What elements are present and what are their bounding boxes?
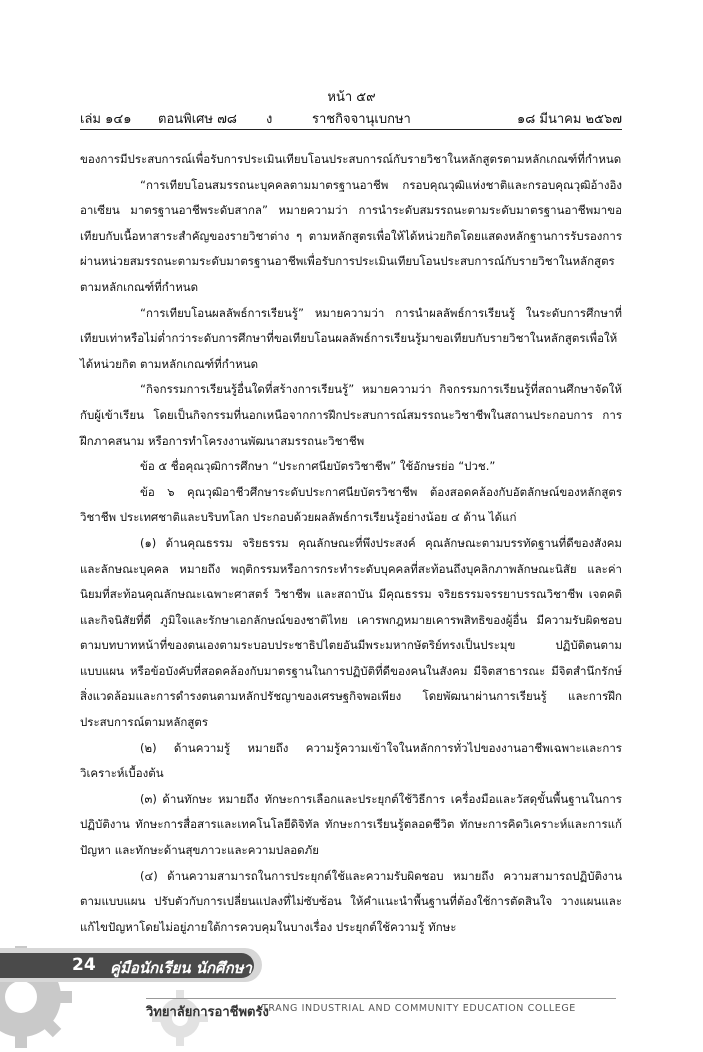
header-divider [80, 129, 622, 130]
paragraph: “การเทียบโอนสมรรถนะบุคคลตามมาตรฐานอาชีพ กรอบคุณวุฒิแห่งชาติและกรอบคุณวุฒิอ้างอิงอาเซียน มาตรฐานอาชีพระดับสากล” หมายความว่า การนำระดับสมรรถนะตามระดับมาตรฐานอาชีพมาขอเทียบกับเนื้อหาสาระสำคัญของรายวิชาต่าง ๆ ตามหลักสูตรเพื่อให้ได้หน่วยกิตโดยแสดงหลักฐานการรับรองการผ่านหน่วยสมรรถนะตามระดับมาตรฐานอาชีพเพื่อรับการประเมินเทียบโอนประสบการณ์กับรายวิชาในหลักสูตรตามหลักเกณฑ์ที่กำหนด [80, 173, 622, 301]
footer-page-number: 24 [72, 955, 96, 975]
footer-book-title: คู่มือนักเรียน นักศึกษา [110, 956, 252, 980]
gazette-volume: เล่ม ๑๔๑ [80, 108, 131, 129]
gazette-issue: ตอนพิเศษ ๗๘ [158, 108, 237, 129]
gazette-date: ๑๘ มีนาคม ๒๕๖๗ [517, 108, 622, 129]
paragraph: “กิจกรรมการเรียนรู้อื่นใดที่สร้างการเรียนรู้” หมายความว่า กิจกรรมการเรียนรู้ที่สถานศึกษาจัดให้กับผู้เข้าเรียน โดยเป็นกิจกรรมที่นอกเหนือจากการฝึกประสบการณ์สมรรถนะวิชาชีพในสถานประกอบการ การฝึกภาคสนาม หรือการทำโครงงานพัฒนาสมรรถนะวิชาชีพ [80, 377, 622, 454]
page-footer [0, 940, 703, 1024]
paragraph: ของการมีประสบการณ์เพื่อรับการประเมินเทียบโอนประสบการณ์กับรายวิชาในหลักสูตรตามหลักเกณฑ์ที่กำหนด [80, 147, 622, 173]
footer-divider [146, 998, 616, 999]
college-name-thai: วิทยาลัยการอาชีพตรัง [146, 1001, 269, 1022]
paragraph: “การเทียบโอนผลลัพธ์การเรียนรู้” หมายความว่า การนำผลลัพธ์การเรียนรู้ ในระดับการศึกษาที่เทียบเท่าหรือไม่ต่ำกว่าระดับการศึกษาที่ขอเทียบโอนผลลัพธ์การเรียนรู้มาขอเทียบกับรายวิชาในหลักสูตรเพื่อให้ได้หน่วยกิต ตามหลักเกณฑ์ที่กำหนด [80, 301, 622, 378]
gazette-header [80, 108, 622, 128]
document-body [80, 147, 622, 940]
college-name-english: TRANG INDUSTRIAL AND COMMUNITY EDUCATION COLLEGE [262, 1003, 576, 1014]
paragraph: (๓) ด้านทักษะ หมายถึง ทักษะการเลือกและประยุกต์ใช้วิธีการ เครื่องมือและวัสดุขั้นพื้นฐานในการปฏิบัติงาน ทักษะการสื่อสารและเทคโนโลยีดิจิทัล ทักษะการเรียนรู้ตลอดชีวิต ทักษะการคิดวิเคราะห์และการแก้ปัญหา และทักษะด้านสุขภาวะและความปลอดภัย [80, 787, 622, 864]
paragraph: ข้อ ๕ ชื่อคุณวุฒิการศึกษา “ประกาศนียบัตรวิชาชีพ” ใช้อักษรย่อ “ปวช.” [80, 454, 622, 480]
paragraph: (๒) ด้านความรู้ หมายถึง ความรู้ความเข้าใจในหลักการทั่วไปของงานอาชีพเฉพาะและการวิเคราะห์เบื้องต้น [80, 736, 622, 787]
paragraph: (๔) ด้านความสามารถในการประยุกต์ใช้และความรับผิดชอบ หมายถึง ความสามารถปฏิบัติงานตามแบบแผน ปรับตัวกับการเปลี่ยนแปลงที่ไม่ซับซ้อน ให้คำแนะนำพื้นฐานที่ต้องใช้การตัดสินใจ วางแผนและแก้ไขปัญหาโดยไม่อยู่ภายใต้การควบคุมในบางเรื่อง ประยุกต์ใช้ความรู้ ทักษะ [80, 864, 622, 941]
gazette-publication: ราชกิจจานุเบกษา [312, 108, 411, 129]
paragraph: ข้อ ๖ คุณวุฒิอาชีวศึกษาระดับประกาศนียบัตรวิชาชีพ ต้องสอดคล้องกับอัตลักษณ์ของหลักสูตรวิชาชีพ ประเทศชาติและบริบทโลก ประกอบด้วยผลลัพธ์การเรียนรู้อย่างน้อย ๔ ด้าน ได้แก่ [80, 480, 622, 531]
paragraph: (๑) ด้านคุณธรรม จริยธรรม คุณลักษณะที่พึงประสงค์ คุณลักษณะตามบรรทัดฐานที่ดีของสังคม และลักษณะบุคคล หมายถึง พฤติกรรมหรือการกระทำระดับบุคคลที่สะท้อนถึงบุคลิกภาพลักษณะนิสัย และค่านิยมที่สะท้อนคุณลักษณะเฉพาะศาสตร์ วิชาชีพ และสถาบัน มีคุณธรรม จริยธรรมจรรยาบรรณวิชาชีพ เจตคติและกิจนิสัยที่ดี ภูมิใจและรักษาเอกลักษณ์ของชาติไทย เคารพกฎหมายเคารพสิทธิของผู้อื่น มีความรับผิดชอบตามบทบาทหน้าที่ของตนเองตามระบอบประชาธิปไตยอันมีพระมหากษัตริย์ทรงเป็นประมุข ปฏิบัติตนตามแบบแผน หรือข้อบังคับที่สอดคล้องกับมาตรฐานในการปฏิบัติที่ดีของคนในสังคม มีจิตสาธารณะ มีจิตสำนึกรักษ์สิ่งแวดล้อมและการดำรงตนตามหลักปรัชญาของเศรษฐกิจพอเพียง โดยพัฒนาผ่านการเรียนรู้ และการฝึกประสบการณ์ตามหลักสูตร [80, 531, 622, 736]
gazette-page-number: หน้า ๕๙ [0, 86, 703, 107]
gazette-issue-type: ง [266, 108, 272, 129]
